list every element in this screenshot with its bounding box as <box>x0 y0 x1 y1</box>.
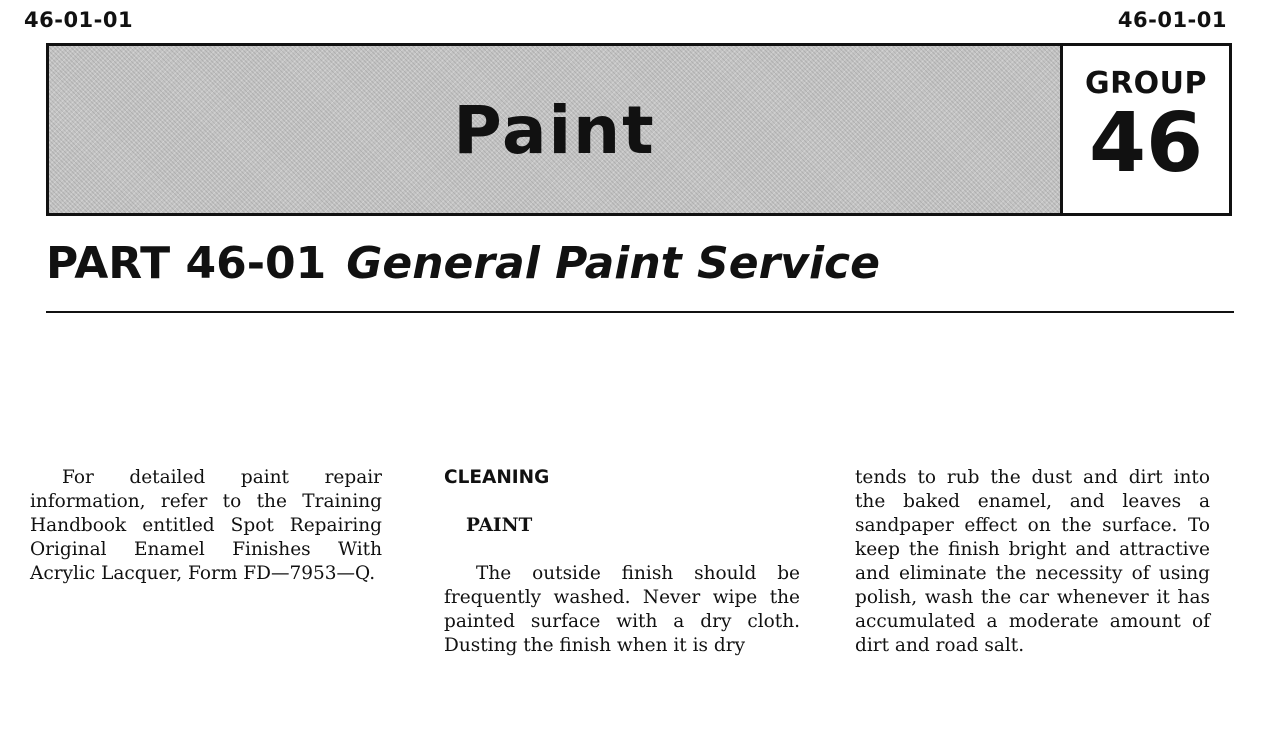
banner-shaded-panel <box>49 46 1063 213</box>
title-banner <box>46 43 1232 216</box>
section-heading-cleaning: CLEANING <box>444 467 550 488</box>
part-number: PART 46-01 <box>46 238 327 289</box>
intro-paragraph: For detailed paint repair information, refer to the Training Handbook entitled Spot Repairing Original Enamel Finishes With Acrylic Lacquer, Form FD—7953—Q. <box>30 467 382 584</box>
part-name: General Paint Service <box>346 238 880 289</box>
part-heading <box>46 238 880 289</box>
text-column-2 <box>444 466 800 658</box>
group-label: GROUP <box>1084 66 1208 101</box>
text-column-1 <box>30 466 382 586</box>
group-box <box>1063 46 1229 213</box>
banner-title: Paint <box>453 92 656 169</box>
text-column-3 <box>855 466 1210 658</box>
group-number: 46 <box>1088 96 1204 191</box>
sub-heading-paint: PAINT <box>466 515 533 536</box>
page-number-right: 46-01-01 <box>1117 8 1227 32</box>
cleaning-paragraph-continued: tends to rub the dust and dirt into the baked enamel, and leaves a sandpaper effect on the surface. To keep the finish bright and attractive and eliminate the necessity of using polish, wash the car whenever it has accumulated a moderate amount of dirt and road salt. <box>855 467 1210 656</box>
heading-rule <box>46 311 1234 313</box>
cleaning-paragraph: The outside finish should be frequently washed. Never wipe the painted surface with a dry cloth. Dusting the finish when it is dry <box>444 563 800 656</box>
page-number-left: 46-01-01 <box>24 8 134 32</box>
